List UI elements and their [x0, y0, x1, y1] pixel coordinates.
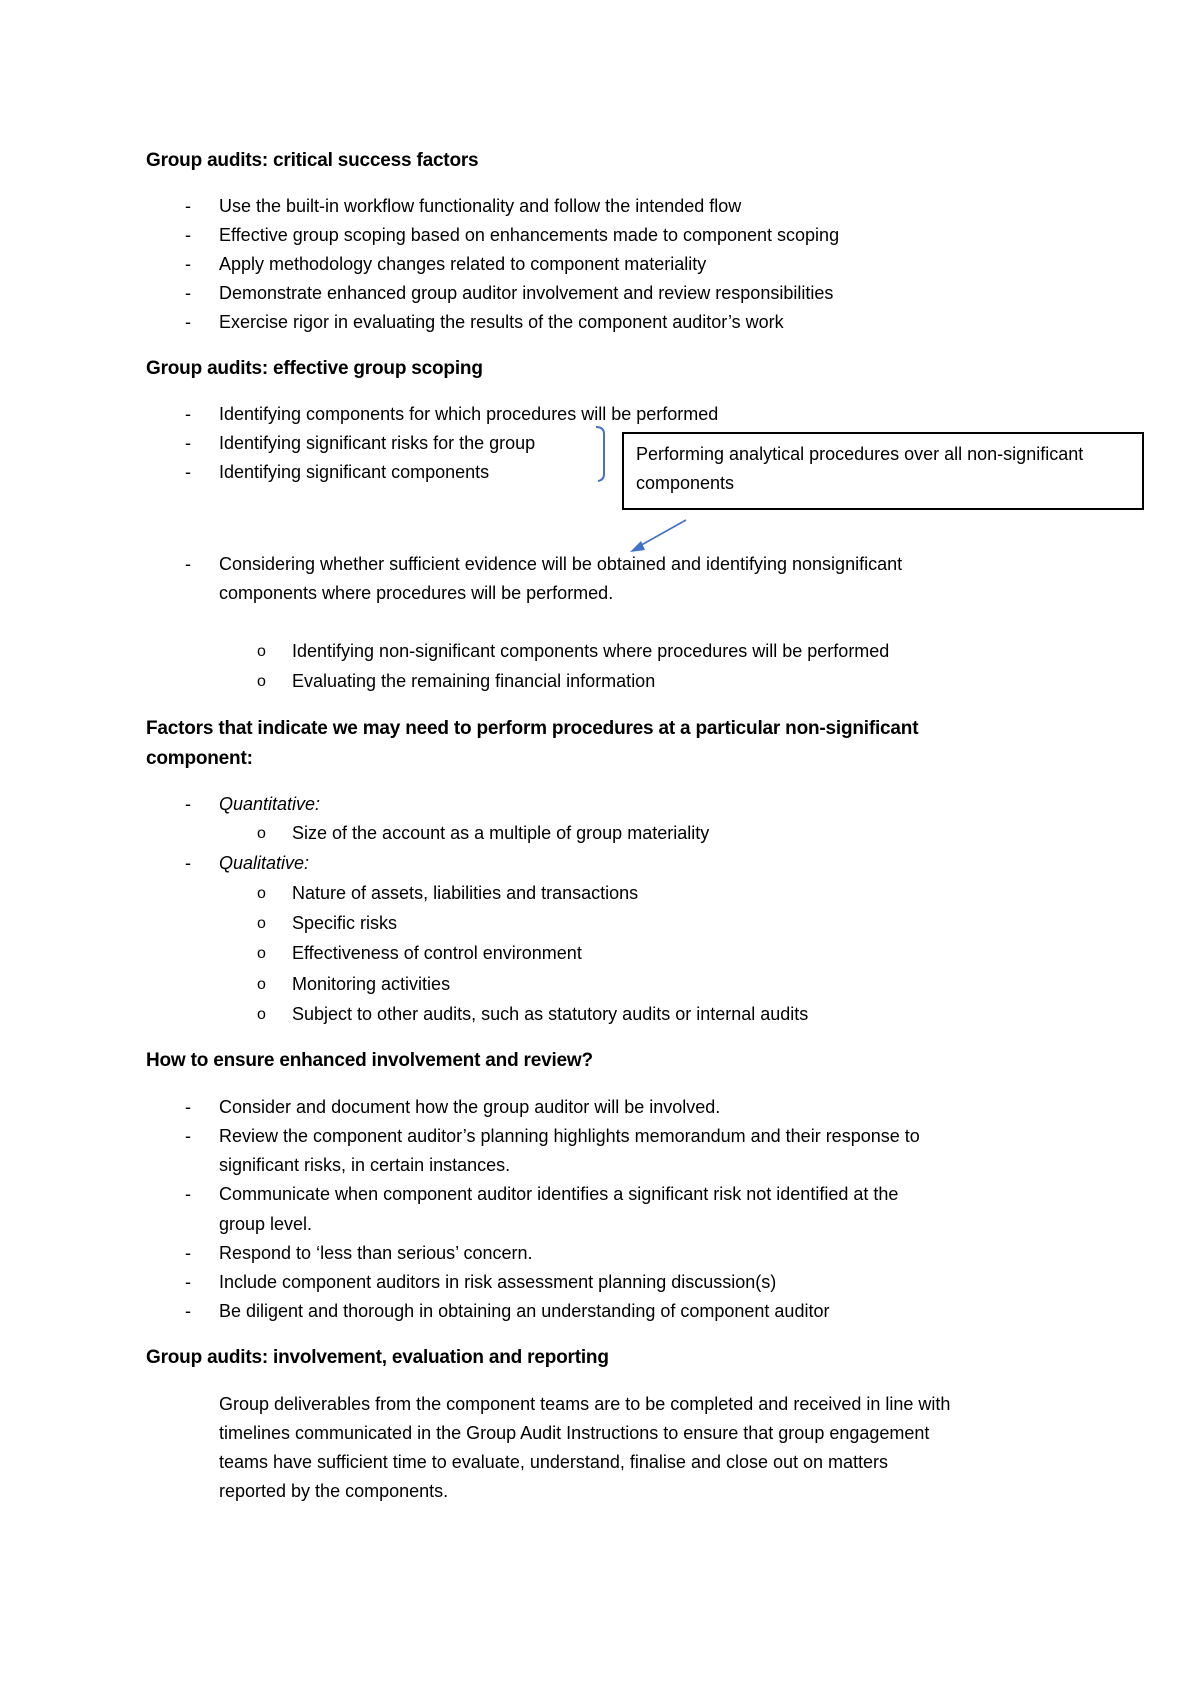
list-item: Identifying significant components — [219, 462, 490, 482]
dash-marker: - — [185, 1126, 191, 1146]
heading-enhanced-involvement: How to ensure enhanced involvement and review? — [146, 1050, 593, 1071]
heading-effective-group-scoping: Group audits: effective group scoping — [146, 358, 483, 379]
sub-list-item: Identifying non-significant components where procedures will be performed — [292, 641, 890, 661]
paragraph-line: Group deliverables from the component teams are to be completed and received in line with — [219, 1394, 951, 1414]
sub-list-item: Subject to other audits, such as statutory audits or internal audits — [292, 1004, 809, 1024]
list-item-line: Considering whether sufficient evidence will be obtained and identifying nonsignificant — [219, 554, 903, 574]
circle-marker: o — [257, 643, 266, 660]
callout-box: Performing analytical procedures over all non-significant components — [622, 432, 1144, 510]
list-item-line: components where procedures will be performed. — [219, 583, 614, 603]
dash-marker: - — [185, 1097, 191, 1117]
dash-marker: - — [185, 853, 191, 873]
dash-marker: - — [185, 1272, 191, 1292]
list-item: Effective group scoping based on enhancements made to component scoping — [219, 225, 840, 245]
dash-marker: - — [185, 462, 191, 482]
qualitative-label: Qualitative: — [219, 853, 310, 873]
circle-marker: o — [257, 885, 266, 902]
right-brace-icon — [596, 427, 604, 481]
list-item: Exercise rigor in evaluating the results of the component auditor’s work — [219, 312, 784, 332]
dash-marker: - — [185, 433, 191, 453]
sub-list-item: Monitoring activities — [292, 974, 451, 994]
heading-factors-line2: component: — [146, 748, 253, 769]
dash-marker: - — [185, 794, 191, 814]
dash-marker: - — [185, 1301, 191, 1321]
list-item-line: Review the component auditor’s planning highlights memorandum and their response to — [219, 1126, 920, 1146]
list-item: Demonstrate enhanced group auditor involvement and review responsibilities — [219, 283, 834, 303]
heading-involvement-evaluation-reporting: Group audits: involvement, evaluation and reporting — [146, 1347, 609, 1368]
sub-list-item: Effectiveness of control environment — [292, 943, 582, 963]
dash-marker: - — [185, 312, 191, 332]
dash-marker: - — [185, 554, 191, 574]
sub-list-item: Evaluating the remaining financial information — [292, 671, 656, 691]
dash-marker: - — [185, 1243, 191, 1263]
list-item: Consider and document how the group auditor will be involved. — [219, 1097, 721, 1117]
circle-marker: o — [257, 1006, 266, 1023]
sub-list-item: Size of the account as a multiple of group materiality — [292, 823, 710, 843]
arrow-line — [636, 520, 686, 548]
dash-marker: - — [185, 196, 191, 216]
list-item-line: group level. — [219, 1214, 313, 1234]
dash-marker: - — [185, 1184, 191, 1204]
list-item: Respond to ‘less than serious’ concern. — [219, 1243, 533, 1263]
circle-marker: o — [257, 976, 266, 993]
list-item-line: significant risks, in certain instances. — [219, 1155, 511, 1175]
dash-marker: - — [185, 283, 191, 303]
list-item: Apply methodology changes related to component materiality — [219, 254, 707, 274]
list-item: Identifying components for which procedures will be performed — [219, 404, 719, 424]
list-item: Identifying significant risks for the group — [219, 433, 536, 453]
list-item: Be diligent and thorough in obtaining an understanding of component auditor — [219, 1301, 830, 1321]
paragraph-line: reported by the components. — [219, 1481, 449, 1501]
sub-list-item: Specific risks — [292, 913, 398, 933]
circle-marker: o — [257, 945, 266, 962]
paragraph-line: teams have sufficient time to evaluate, understand, finalise and close out on matters — [219, 1452, 889, 1472]
list-item-line: Communicate when component auditor identifies a significant risk not identified at the — [219, 1184, 899, 1204]
dash-marker: - — [185, 225, 191, 245]
dash-marker: - — [185, 254, 191, 274]
quantitative-label: Quantitative: — [219, 794, 321, 814]
circle-marker: o — [257, 673, 266, 690]
sub-list-item: Nature of assets, liabilities and transactions — [292, 883, 639, 903]
heading-factors-line1: Factors that indicate we may need to perform procedures at a particular non-significant — [146, 718, 919, 739]
circle-marker: o — [257, 915, 266, 932]
arrow-head-icon — [630, 541, 645, 552]
circle-marker: o — [257, 825, 266, 842]
paragraph-line: timelines communicated in the Group Audit Instructions to ensure that group engagement — [219, 1423, 930, 1443]
list-item: Use the built-in workflow functionality and follow the intended flow — [219, 196, 742, 216]
list-item: Include component auditors in risk assessment planning discussion(s) — [219, 1272, 777, 1292]
dash-marker: - — [185, 404, 191, 424]
heading-critical-success-factors: Group audits: critical success factors — [146, 150, 479, 171]
